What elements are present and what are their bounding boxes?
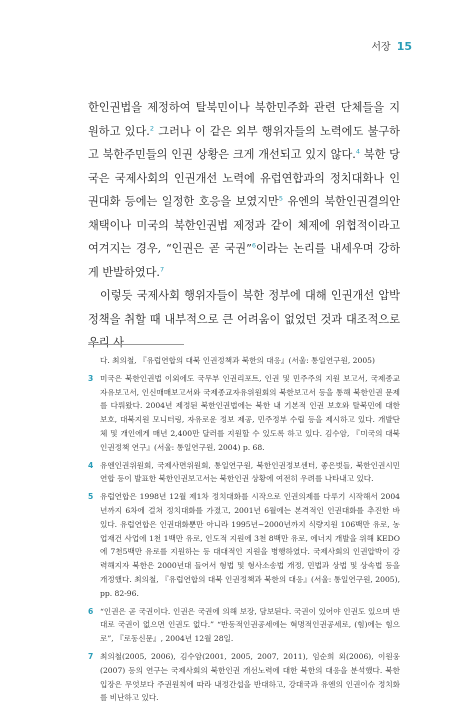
footnote-ref-5: 5 xyxy=(278,194,283,203)
paragraph-1 xyxy=(88,96,400,284)
footnote-item xyxy=(88,490,400,600)
footnote-text: 최의철(2005, 2006), 김수암(2001, 2005, 2007, 2011), 임순희 외(2006), 이원웅(2007) 등의 연구는 국제사회의 북한인권 개선노력에 대한 북한의 대응을 분석했다. 북한 입장은 무엇보다 주권원칙에 따라 내정간섭을 반대하고, 강대국과 유엔의 인권이슈 정치화를 비난하고 있다. xyxy=(100,651,400,703)
footnote-text: 유엔인권위원회, 국제사면위원회, 통일연구원, 북한인권정보센터, 좋은벗들, 북한인권시민연합 등이 발표한 북한인권보고서는 북한인권 상황에 여전히 우려를 나타내고 있다. xyxy=(100,460,400,484)
footnote-item xyxy=(88,605,400,646)
paragraph-1-part-e: 이라는 논리를 내세우며 강하게 반발하였다. xyxy=(88,242,401,279)
body-text xyxy=(88,96,400,355)
footnote-number: 4 xyxy=(88,460,94,470)
footnote-ref-2: 2 xyxy=(149,123,154,132)
running-header xyxy=(371,38,412,53)
footnote-item xyxy=(88,372,400,455)
footnote-text: 미국은 북한인권법 이외에도 국무부 인권리포트, 인권 및 민주주의 지원 보고서, 국제종교자유보고서, 인신매매보고서와 국제종교자유위원회의 북한보고서 등을 통해 북한인권 문제를 다뤄왔다. 2004년 제정된 북한인권법에는 북한 내 기본적 인권 보호와 탈북민에 대한 보호, 대북지원 모니터링, 자유로운 정보 제공, 민주정부 수립 등을 제시하고 있다. 개발단체 및 개인에게 매년 2,400만 달러를 지원할 수 있도록 하고 있다. 김수암, 『미국의 대북인권정책 연구』(서울: 통일연구원, 2004) p. 68. xyxy=(100,373,400,452)
footnote-number: 7 xyxy=(88,651,94,661)
paragraph-1-part-b: 그러나 이 같은 외부 행위자들의 노력에도 불구하고 북한주민들의 인권 상황은 크게 개선되고 있지 않다. xyxy=(88,124,400,161)
paragraph-1-part-d: 유엔의 북한인권결의안 채택이나 미국의 북한인권법 제정과 같이 체제에 위협적이라고 여겨지는 경우, “인권은 곧 국권” xyxy=(88,195,400,255)
footnote-divider xyxy=(88,344,184,345)
paragraph-1-part-c: 북한 당국은 국제사회의 인권개선 노력에 유럽연합과의 정치대화나 인권대화 등에는 일정한 호응을 보였지만 xyxy=(88,148,400,208)
footnotes xyxy=(88,354,400,709)
footnote-ref-7: 7 xyxy=(159,264,165,273)
footnote-ref-6: 6 xyxy=(251,241,256,250)
footnote-text: 유럽연합은 1998년 12월 제1차 정치대화를 시작으로 인권의제를 다루기 시작해서 2004년까지 6차에 걸쳐 정치대화를 가졌고, 2001년 6월에는 본격적인 인권대화를 추진한 바 있다. 유럽연합은 인권대화뿐만 아니라 1995년~2000년까지 식량지원 106백만 유로, 농업재건 사업에 1천 1백만 유로, 인도적 지원에 3천 8백만 유로, 에너지 개발을 위해 KEDO에 7천5백만 유로를 지원하는 등 대대적인 지원을 병행하였다. 국제사회의 인권압박이 강력해지자 북한은 2000년대 들어서 형법 및 형사소송법 개정, 민법과 상법 및 상속법 등을 개정했다. 최의철, 『유럽연합의 대북 인권정책과 북한의 대응』(서울: 통일연구원, 2005), pp. 82-96. xyxy=(100,492,400,598)
footnote-continuation xyxy=(100,354,400,368)
paragraph-1-part-a: 한인권법을 제정하여 탈북민이나 북한민주화 관련 단체들을 지원하고 있다. xyxy=(88,101,400,138)
footnote-ref-4: 4 xyxy=(355,147,360,156)
footnote-number: 6 xyxy=(88,606,94,616)
footnote-item xyxy=(88,650,400,705)
footnote-text: “인권은 곧 국권이다. 인권은 국권에 의해 보장, 담보된다. 국권이 있어야 인권도 있으며 반대로 국권이 없으면 인권도 없다.” “반동적인권공세에는 혁명적인권공세로, (힘)에는 힘으로”, 『로동신문』, 2004년 12월 28일. xyxy=(100,606,400,644)
footnote-number: 3 xyxy=(88,373,94,383)
footnote-number: 5 xyxy=(88,492,94,502)
section-title: 서장 xyxy=(371,42,391,53)
paragraph-2: 이렇듯 국제사회 행위자들이 북한 정부에 대해 인권개선 압박정책을 취할 때 내부적으로 큰 어려움이 없었던 것과 대조적으로 우리 사 xyxy=(88,289,400,349)
footnote-item xyxy=(88,459,400,487)
page-number: 15 xyxy=(396,40,412,53)
footnote-continuation-text: 다. 최의철, 『유럽연합의 대북 인권정책과 북한의 대응』(서울: 통일연구원, 2005) xyxy=(100,356,375,365)
